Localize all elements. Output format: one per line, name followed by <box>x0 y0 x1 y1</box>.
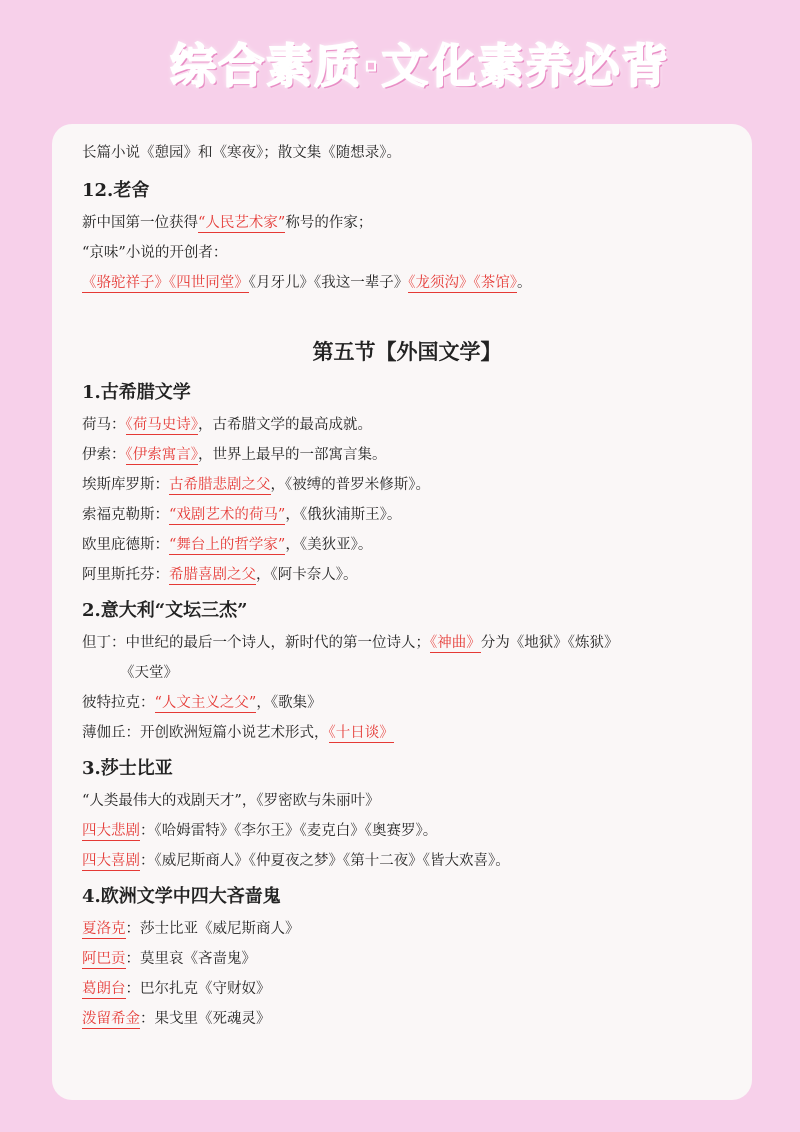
highlighted-term: 古希腊悲剧之父 <box>169 477 271 493</box>
highlighted-term: “舞台上的哲学家” <box>169 537 286 553</box>
content-body <box>82 138 732 1034</box>
content-line <box>82 944 732 974</box>
text-segment: ：巴尔扎克《守财奴》 <box>125 981 271 997</box>
text-segment: 称号的作家； <box>285 215 373 231</box>
content-line <box>82 1004 732 1034</box>
text-segment: ，《歌集》 <box>256 695 322 711</box>
content-line <box>82 974 732 1004</box>
content-line <box>82 628 732 658</box>
text-segment: 伊索： <box>82 447 126 463</box>
section-heading: 1.古希腊文学 <box>82 382 191 403</box>
highlighted-term: “人文主义之父” <box>154 695 257 711</box>
highlighted-term: 《神曲》 <box>430 635 481 651</box>
text-segment: 荷马： <box>82 417 126 433</box>
text-segment: ，《俄狄浦斯王》。 <box>285 507 402 523</box>
highlighted-term: 《龙须沟》《茶馆》 <box>408 275 517 291</box>
highlighted-term: 阿巴贡 <box>82 951 126 967</box>
spacer <box>82 298 732 332</box>
text-segment: 《天堂》 <box>120 665 178 681</box>
title-banner <box>0 0 800 122</box>
content-line <box>82 816 732 846</box>
text-segment: 阿里斯托芬： <box>82 567 169 583</box>
content-line <box>82 658 732 688</box>
text-segment: 分为《地狱》《炼狱》 <box>480 635 619 651</box>
highlighted-term: “戏剧艺术的荷马” <box>169 507 286 523</box>
intro-line: 长篇小说《憩园》和《寒夜》；散文集《随想录》。 <box>82 145 401 161</box>
content-line <box>82 560 732 590</box>
content-line <box>82 208 732 238</box>
text-segment: 但丁：中世纪的最后一个诗人，新时代的第一位诗人； <box>82 635 430 651</box>
highlighted-term: 葛朗台 <box>82 981 126 997</box>
page-title: 综合素质·文化素养必背 <box>170 39 670 93</box>
content-line <box>82 238 732 268</box>
text-segment: 彼特拉克： <box>82 695 155 711</box>
text-segment: ：莎士比亚《威尼斯商人》 <box>125 921 300 937</box>
content-line <box>82 688 732 718</box>
highlighted-term: 希腊喜剧之父 <box>169 567 256 583</box>
content-line <box>82 914 732 944</box>
text-segment: ，世界上最早的一部寓言集。 <box>198 447 387 463</box>
content-line <box>82 268 732 298</box>
text-segment: ：莫里哀《吝啬鬼》 <box>125 951 256 967</box>
content-line <box>82 530 732 560</box>
text-segment: ，《美狄亚》。 <box>285 537 373 553</box>
highlighted-term: “人民艺术家” <box>198 215 286 231</box>
text-segment: ，《阿卡奈人》。 <box>256 567 358 583</box>
text-segment: “京味”小说的开创者： <box>82 245 228 261</box>
highlighted-term: 《荷马史诗》 <box>125 417 198 433</box>
text-segment: 埃斯库罗斯： <box>82 477 169 493</box>
text-segment: ：《哈姆雷特》《李尔王》《麦克白》《奥赛罗》。 <box>140 823 438 839</box>
highlighted-term: 泼留希金 <box>82 1011 140 1027</box>
section-heading: 3.莎士比亚 <box>82 758 173 779</box>
text-segment: 欧里庇德斯： <box>82 537 169 553</box>
text-segment: 。 <box>517 275 532 291</box>
text-segment: ：《威尼斯商人》《仲夏夜之梦》《第十二夜》《皆大欢喜》。 <box>140 853 510 869</box>
highlighted-term: 《十日谈》 <box>328 725 394 741</box>
highlighted-term: 四大悲剧 <box>82 823 140 839</box>
content-line <box>82 500 732 530</box>
content-line <box>82 846 732 876</box>
content-line <box>82 718 732 748</box>
content-line <box>82 440 732 470</box>
text-segment: ：果戈里《死魂灵》 <box>140 1011 271 1027</box>
content-line <box>82 786 732 816</box>
section-heading: 2.意大利“文坛三杰” <box>82 600 248 621</box>
text-segment: ，《被缚的普罗米修斯》。 <box>270 477 430 493</box>
content-line <box>82 470 732 500</box>
content-line <box>82 410 732 440</box>
highlighted-term: 四大喜剧 <box>82 853 140 869</box>
text-segment: 薄伽丘：开创欧洲短篇小说艺术形式， <box>82 725 329 741</box>
text-segment: 索福克勒斯： <box>82 507 169 523</box>
text-segment: 新中国第一位获得 <box>82 215 198 231</box>
text-segment: ，古希腊文学的最高成就。 <box>198 417 372 433</box>
text-segment: 《月牙儿》《我这一辈子》 <box>248 275 409 291</box>
content-card <box>52 124 752 1100</box>
highlighted-term: 《骆驼祥子》《四世同堂》 <box>82 275 249 291</box>
highlighted-term: 《伊索寓言》 <box>125 447 198 463</box>
section-heading: 12.老舍 <box>82 180 150 201</box>
section-heading: 4.欧洲文学中四大吝啬鬼 <box>82 886 281 907</box>
chapter-title: 第五节【外国文学】 <box>312 340 502 364</box>
text-segment: “人类最伟大的戏剧天才”，《罗密欧与朱丽叶》 <box>82 793 380 809</box>
highlighted-term: 夏洛克 <box>82 921 126 937</box>
